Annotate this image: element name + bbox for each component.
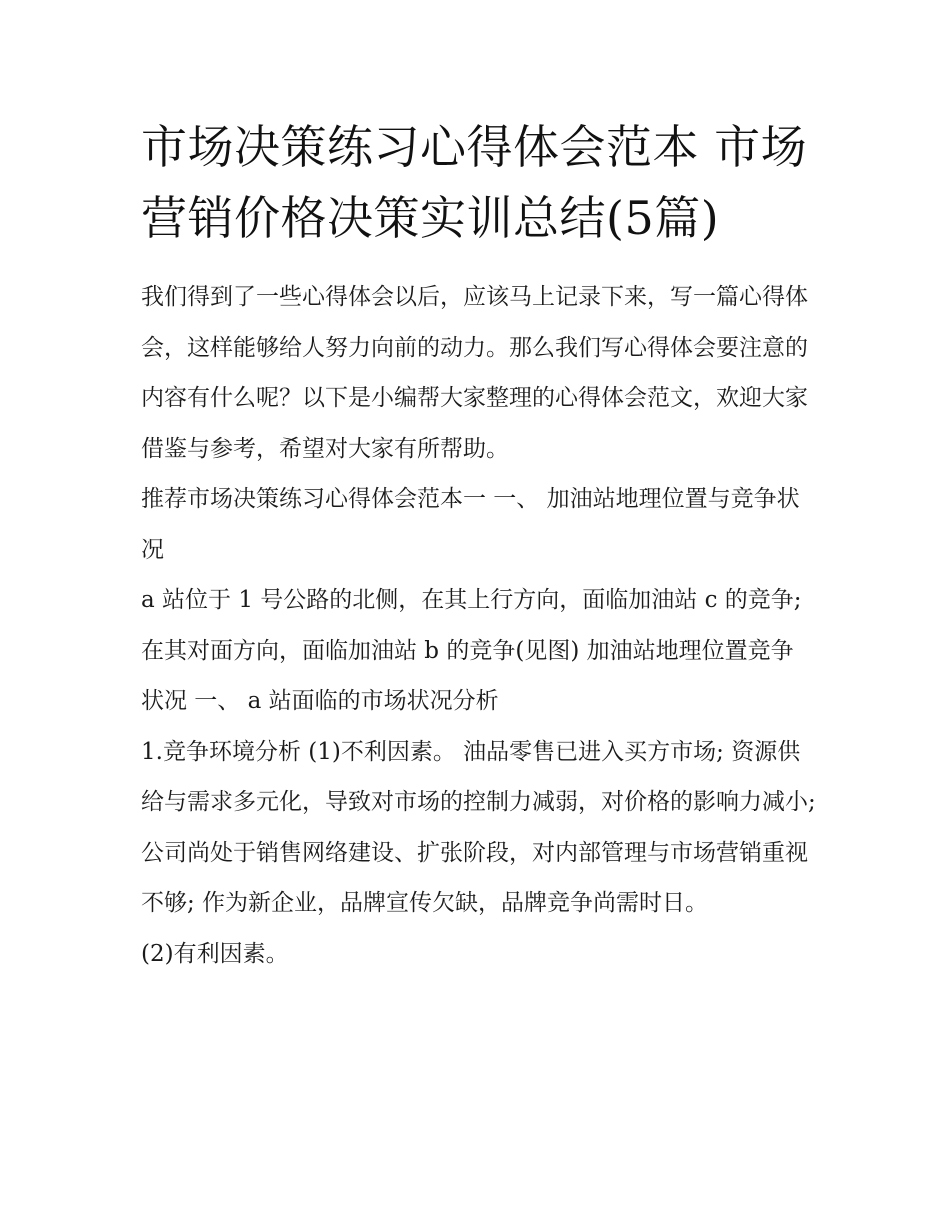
document-title: 市场决策练习心得体会范本 市场营销价格决策实训总结(5篇) [141, 120, 808, 245]
document-body [141, 272, 816, 979]
paragraph-location: a 站位于 1 号公路的北侧，在其上行方向，面临加油站 c 的竞争;在其对面方向，面临加油站 b 的竞争(见图) 加油站地理位置竞争状况 一、 a 站面临的市场状况分析 [141, 587, 802, 714]
paragraph-company-status: 公司尚处于销售网络建设、扩张阶段，对内部管理与市场营销重视不够; 作为新企业，品牌宣传欠缺，品牌竞争尚需时日。 [141, 839, 808, 916]
paragraph-favorable-factors: (2)有利因素。 [141, 940, 289, 967]
paragraph-section-heading: 推荐市场决策练习心得体会范本一 一、 加油站地理位置与竞争状况 [141, 486, 800, 563]
paragraph-competition-analysis: 1.竞争环境分析 (1)不利因素。 油品零售已进入买方市场; 资源供给与需求多元化，导致对市场的控制力减弱，对价格的影响力减小; [141, 738, 816, 815]
document-content [141, 112, 816, 979]
paragraph-intro: 我们得到了一些心得体会以后，应该马上记录下来，写一篇心得体会，这样能够给人努力向前的动力。那么我们写心得体会要注意的内容有什么呢？以下是小编帮大家整理的心得体会范文，欢迎大家借鉴与参考，希望对大家有所帮助。 [141, 284, 808, 462]
